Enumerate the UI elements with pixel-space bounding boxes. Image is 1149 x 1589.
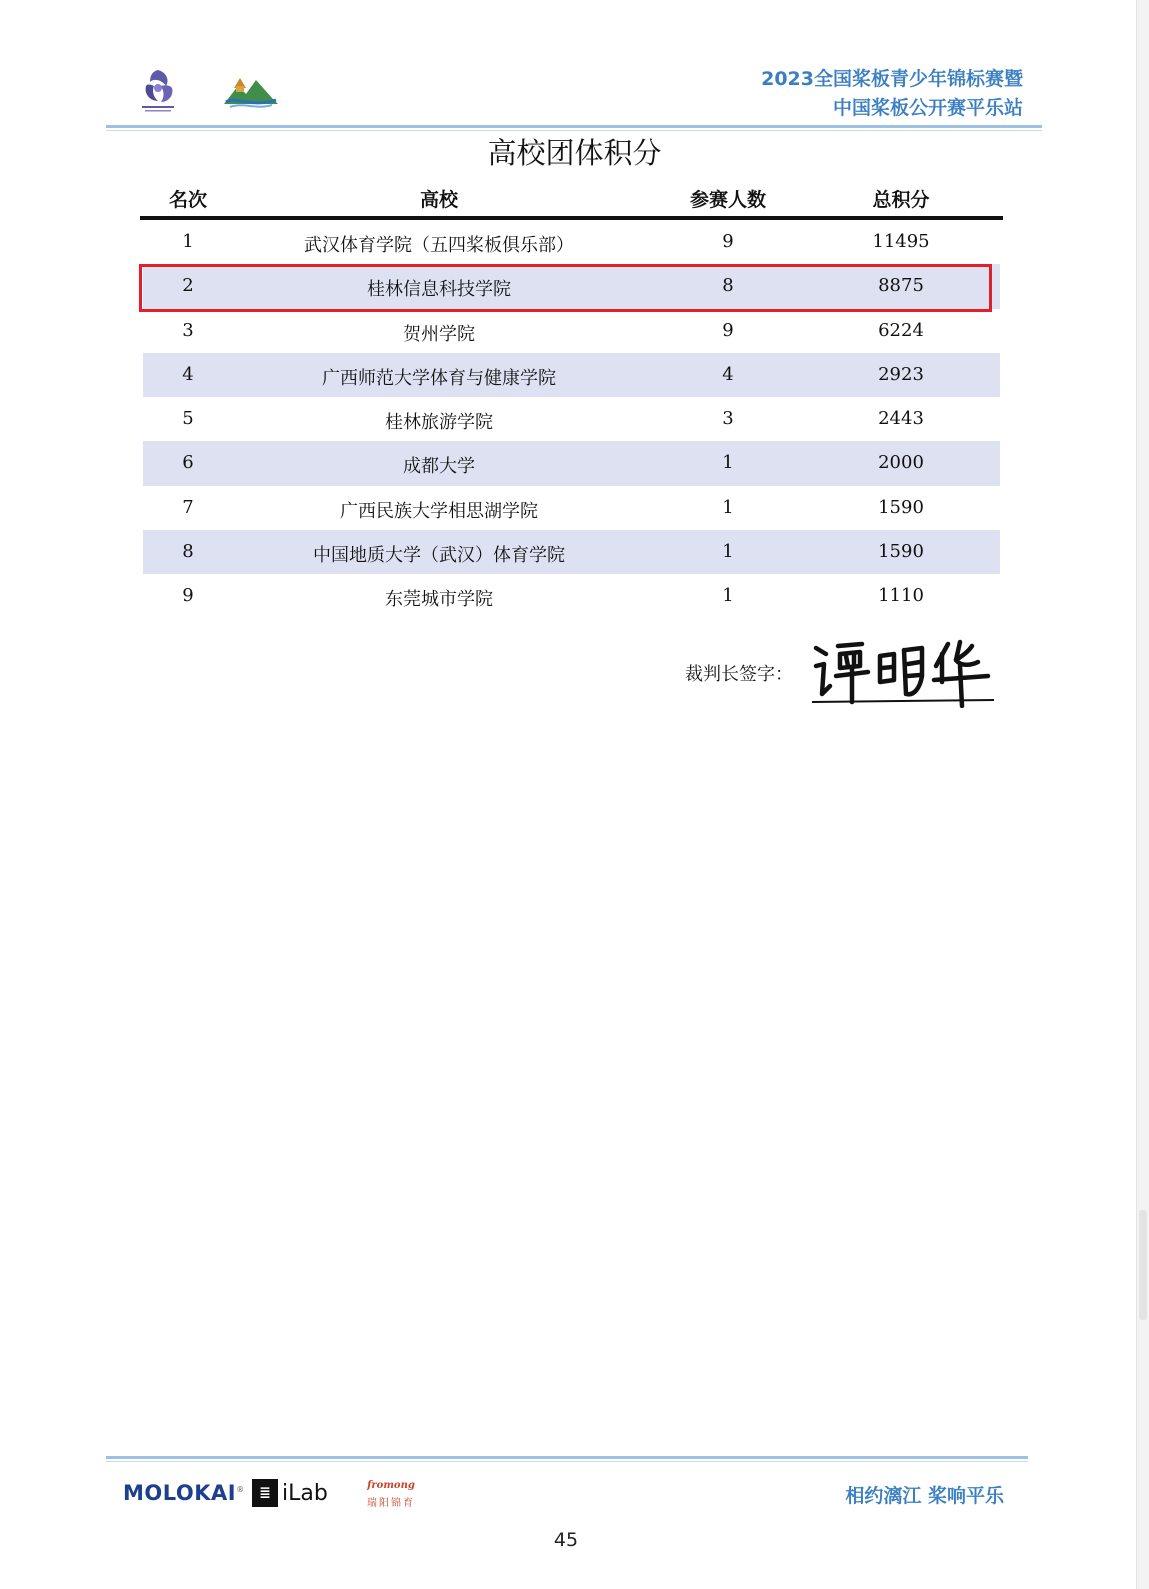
cell-participants: 4 <box>722 363 734 385</box>
cell-points: 1590 <box>878 496 924 518</box>
table-row <box>143 397 1000 441</box>
header-divider <box>106 125 1042 128</box>
cell-school: 桂林信息科技学院 <box>367 279 511 301</box>
cell-rank: 3 <box>182 319 194 341</box>
cell-school: 广西民族大学相思湖学院 <box>340 500 538 522</box>
sponsor-ruiyang-text: 瑞阳锦育 <box>367 1498 415 1509</box>
table-row <box>143 530 1000 574</box>
cell-school: 武汉体育学院（五四桨板俱乐部） <box>304 235 574 256</box>
table-row <box>143 220 1000 264</box>
cell-school: 贺州学院 <box>403 323 475 345</box>
table-row <box>143 353 1000 397</box>
sponsor-ruiyang <box>359 1480 423 1510</box>
document-title: 高校团体积分 <box>487 136 662 170</box>
cell-points: 6224 <box>878 319 924 341</box>
signature-image <box>810 636 996 708</box>
cell-rank: 2 <box>182 275 194 297</box>
scrollbar-track[interactable] <box>1136 0 1149 1589</box>
column-header-participants: 参赛人数 <box>689 189 767 211</box>
cell-school: 桂林旅游学院 <box>385 412 493 434</box>
highlight-box <box>139 264 992 312</box>
column-header-points: 总积分 <box>872 189 930 211</box>
signature-label: 裁判长签字： <box>685 664 793 685</box>
results-table <box>140 177 1003 217</box>
registered-mark: ® <box>236 1485 245 1494</box>
cell-rank: 7 <box>182 496 194 518</box>
table-row <box>143 309 1000 353</box>
cell-school: 广西师范大学体育与健康学院 <box>322 367 556 389</box>
cell-rank: 5 <box>182 408 194 430</box>
cell-points: 1110 <box>878 585 924 607</box>
footer-divider <box>106 1456 1028 1459</box>
sponsor-ruiyang-script: fromong <box>367 1480 415 1491</box>
cell-points: 11495 <box>872 231 930 252</box>
cell-school: 中国地质大学（武汉）体育学院 <box>313 545 565 567</box>
footer-divider-thin <box>106 1461 1028 1462</box>
cell-participants: 1 <box>722 496 734 518</box>
cell-participants: 1 <box>722 585 734 607</box>
cell-points: 2000 <box>878 452 924 474</box>
footer-slogan: 相约漓江 桨响平乐 <box>845 1485 1004 1507</box>
cell-rank: 4 <box>182 363 194 385</box>
page-number: 45 <box>553 1529 579 1551</box>
federation-logo-icon <box>136 66 180 116</box>
cell-rank: 8 <box>182 541 194 563</box>
cell-points: 1590 <box>878 541 924 563</box>
cell-rank: 9 <box>182 585 194 607</box>
cell-participants: 8 <box>722 275 734 297</box>
scrollbar-thumb[interactable] <box>1139 1210 1147 1320</box>
cell-school: 东莞城市学院 <box>385 589 493 611</box>
ilab-logo-icon: ≣ <box>252 1479 278 1507</box>
event-title <box>761 65 1023 123</box>
landscape-logo-icon <box>222 74 280 110</box>
cell-participants: 1 <box>722 541 734 563</box>
event-title-line1: 2023全国桨板青少年锦标赛暨 <box>761 68 1023 90</box>
column-header-school: 高校 <box>419 189 459 211</box>
table-row <box>143 486 1000 530</box>
sponsor-molokai <box>123 1481 245 1505</box>
cell-rank: 6 <box>182 452 194 474</box>
cell-points: 8875 <box>878 275 924 297</box>
table-row <box>143 574 1000 618</box>
sponsor-ilab <box>252 1478 328 1508</box>
column-header-rank: 名次 <box>168 189 208 211</box>
table-header <box>140 177 1003 217</box>
cell-points: 2923 <box>878 363 924 385</box>
cell-participants: 1 <box>722 452 734 474</box>
table-row <box>143 441 1000 485</box>
cell-school: 成都大学 <box>403 456 475 478</box>
cell-points: 2443 <box>878 408 924 430</box>
sponsor-molokai-text: MOLOKAI <box>123 1481 237 1505</box>
cell-rank: 1 <box>182 231 194 252</box>
cell-participants: 9 <box>722 231 734 252</box>
event-title-line2: 中国桨板公开赛平乐站 <box>832 97 1023 119</box>
cell-participants: 3 <box>722 408 734 430</box>
cell-participants: 9 <box>722 319 734 341</box>
sponsor-ilab-text: iLab <box>282 1480 328 1506</box>
